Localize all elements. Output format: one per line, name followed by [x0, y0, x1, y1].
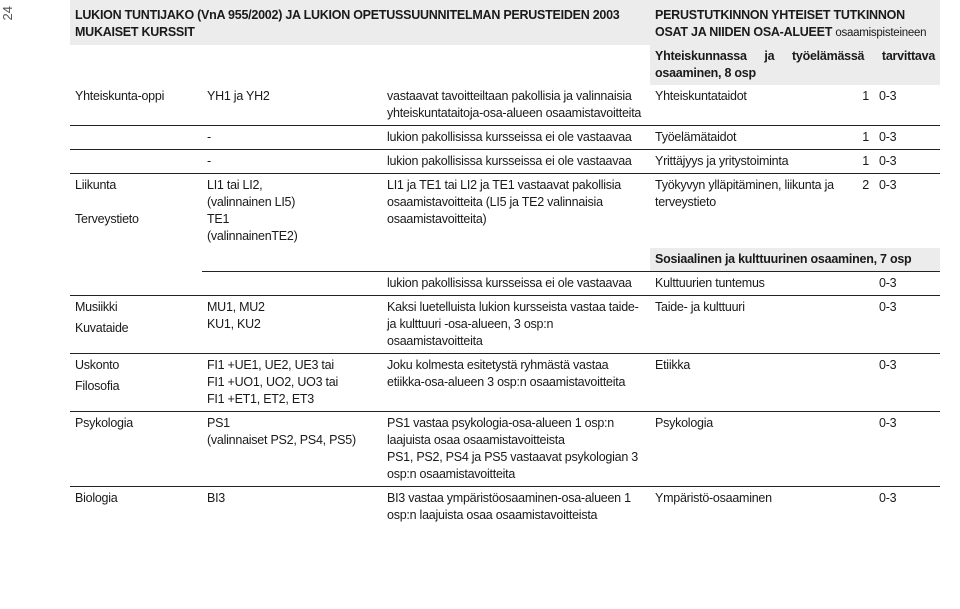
subject-cell — [70, 174, 202, 249]
table-row — [70, 272, 940, 296]
table-row — [70, 85, 940, 126]
courses-cell — [202, 174, 382, 249]
courses-cell: - — [202, 126, 382, 150]
courses-line-2: KU1, KU2 — [207, 317, 261, 331]
courses-cell — [202, 272, 382, 296]
unit-cell: Kulttuurien tuntemus — [650, 272, 850, 296]
courses-cell — [202, 412, 382, 487]
courses-cell: BI3 — [202, 487, 382, 528]
osp-cell: 0-3 — [874, 272, 940, 296]
osp-cell: 0-3 — [874, 126, 940, 150]
right-header-main: PERUSTUTKINNON YHTEISET TUTKINNON OSAT JA NIIDEN OSA-ALUEET — [655, 8, 905, 39]
description-cell — [382, 412, 650, 487]
courses-cell — [202, 354, 382, 412]
unit-cell: Työelämätaidot — [650, 126, 850, 150]
osp-cell: 0-3 — [874, 174, 940, 249]
subject-cell — [70, 354, 202, 412]
course-equivalence-table — [70, 0, 940, 527]
subject-cell — [70, 272, 202, 296]
table-row — [70, 126, 940, 150]
subject-cell — [70, 126, 202, 150]
req-cell: 1 — [850, 126, 874, 150]
subject-cell: Biologia — [70, 487, 202, 528]
unit-cell: Yrittäjyys ja yritystoiminta — [650, 150, 850, 174]
description-cell: lukion pakollisissa kursseissa ei ole vastaavaa — [382, 150, 650, 174]
courses-cell: - — [202, 150, 382, 174]
section-heading-2: Sosiaalinen ja kulttuurinen osaaminen, 7 osp — [650, 248, 940, 272]
section-row-1 — [70, 45, 940, 85]
left-header-title: LUKION TUNTIJAKO (VnA 955/2002) JA LUKION OPETUSSUUNNITELMAN PERUSTEIDEN 2003 MUKAISET KURSSIT — [75, 8, 620, 39]
subject-line: Musiikki — [75, 300, 118, 314]
req-cell — [850, 412, 874, 487]
subject-cell: Psykologia — [70, 412, 202, 487]
courses-line: MU1, MU2 — [207, 300, 265, 314]
unit-cell: Etiikka — [650, 354, 850, 412]
osp-cell: 0-3 — [874, 296, 940, 354]
req-cell: 1 — [862, 89, 869, 103]
description-cell: lukion pakollisissa kursseissa ei ole vastaavaa — [382, 272, 650, 296]
page-number: 24 — [0, 6, 15, 21]
osp-cell: 0-3 — [874, 412, 940, 487]
osp-cell: 0-3 — [874, 150, 940, 174]
section-spacer — [70, 248, 650, 272]
subject-line-2: Terveystieto — [75, 212, 139, 226]
unit-cell: Ympäristö-osaaminen — [650, 487, 850, 528]
req-cell — [850, 296, 874, 354]
unit-cell: Yhteiskuntataidot — [655, 89, 747, 103]
courses-cell: YH1 ja YH2 — [207, 89, 270, 103]
table-row — [70, 150, 940, 174]
table-row — [70, 296, 940, 354]
table-row — [70, 487, 940, 528]
section-row-2 — [70, 248, 940, 272]
courses-line-3: FI1 +ET1, ET2, ET3 — [207, 392, 314, 406]
osp-cell: 0-3 — [879, 89, 897, 103]
section-heading-1: Yhteiskunnassa ja työelämässä tarvittava osaaminen, 8 osp — [650, 45, 940, 85]
subject-line: Uskonto — [75, 358, 120, 372]
unit-cell: Psykologia — [650, 412, 850, 487]
req-cell — [850, 487, 874, 528]
description-cell: Kaksi luetelluista lukion kursseista vastaa taide- ja kulttuuri -osa-alueen, 3 osp:n osaamistavoitteita — [382, 296, 650, 354]
document-page — [70, 0, 940, 609]
right-header-suffix: osaamispisteineen — [835, 27, 927, 39]
description-cell: lukion pakollisissa kursseissa ei ole vastaavaa — [382, 126, 650, 150]
courses-line-2: (valinnaiset PS2, PS4, PS5) — [207, 433, 356, 447]
subject-cell — [70, 150, 202, 174]
req-cell — [850, 354, 874, 412]
req-cell: 2 — [850, 174, 874, 249]
section-spacer — [70, 45, 650, 85]
subject-cell — [70, 296, 202, 354]
osp-cell: 0-3 — [874, 487, 940, 528]
osp-cell: 0-3 — [874, 354, 940, 412]
description-cell: vastaavat tavoitteiltaan pakollisia ja valinnaisia yhteiskuntataitoja-osa-alueen osaamistavoitteita — [387, 89, 642, 120]
unit-cell: Työkyvyn ylläpitäminen, liikunta ja terveystieto — [650, 174, 850, 249]
subject-line-2: Filosofia — [75, 379, 120, 393]
right-header-title — [650, 0, 940, 45]
description-cell: Joku kolmesta esitetystä ryhmästä vastaa etiikka-osa-alueen 3 osp:n osaamistavoitteita — [382, 354, 650, 412]
table-row — [70, 354, 940, 412]
courses-line: FI1 +UE1, UE2, UE3 tai — [207, 358, 334, 372]
subject-line: Liikunta — [75, 178, 117, 192]
req-cell — [850, 272, 874, 296]
courses-cell — [202, 296, 382, 354]
table-row — [70, 412, 940, 487]
courses-line: PS1 — [207, 416, 230, 430]
unit-cell: Taide- ja kulttuuri — [650, 296, 850, 354]
courses-line-2: FI1 +UO1, UO2, UO3 tai — [207, 375, 339, 389]
description-cell: BI3 vastaa ympäristöosaaminen-osa-alueen 1 osp:n laajuista osaa osaamistavoitteista — [382, 487, 650, 528]
description-line-2: PS1, PS2, PS4 ja PS5 vastaavat psykologian 3 osp:n osaamistavoitteita — [387, 450, 638, 481]
subject-cell: Yhteiskunta-oppi — [75, 89, 165, 103]
description-line: PS1 vastaa psykologia-osa-alueen 1 osp:n laajuista osaa osaamistavoitteista — [387, 416, 614, 447]
courses-line: LI1 tai LI2, (valinnainen LI5) — [207, 178, 296, 209]
subject-line-2: Kuvataide — [75, 321, 129, 335]
header-row — [70, 0, 940, 45]
description-cell: LI1 ja TE1 tai LI2 ja TE1 vastaavat pakollisia osaamistavoitteita (LI5 ja TE2 valinnaisia osaamistavoitteita) — [382, 174, 650, 249]
req-cell: 1 — [850, 150, 874, 174]
courses-line-2: TE1 (valinnainenTE2) — [207, 212, 298, 243]
table-row — [70, 174, 940, 249]
